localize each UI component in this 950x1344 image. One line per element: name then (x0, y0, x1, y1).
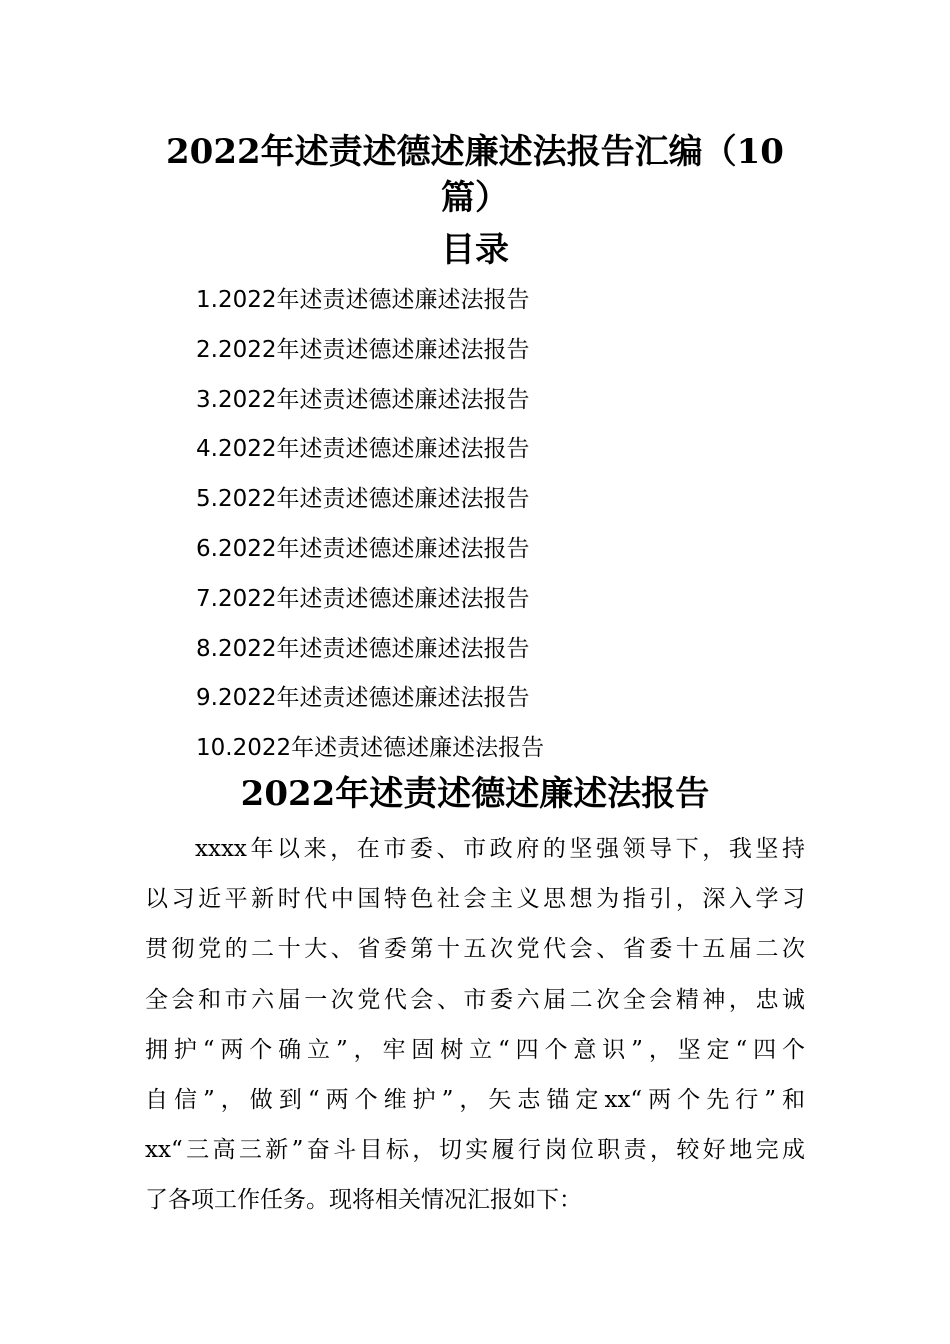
toc-item-8[interactable]: 8.2022年述责述德述廉述法报告 (196, 635, 530, 662)
toc-item-3[interactable]: 3.2022年述责述德述廉述法报告 (196, 386, 530, 413)
document-title-line-1: 2022年述责述德述廉述法报告汇编（10 (166, 132, 784, 172)
paragraph-line: 贯彻党的二十大、省委第十五次党代会、省委十五届二次 (145, 936, 805, 963)
toc-item-9[interactable]: 9.2022年述责述德述廉述法报告 (196, 685, 530, 712)
paragraph-line: xxxx年以来，在市委、市政府的坚强领导下，我坚持 (195, 836, 805, 862)
toc-item-4[interactable]: 4.2022年述责述德述廉述法报告 (196, 436, 530, 463)
paragraph-line: 以习近平新时代中国特色社会主义思想为指引，深入学习 (145, 886, 805, 913)
paragraph-line: 了各项工作任务。现将相关情况汇报如下： (145, 1187, 582, 1214)
paragraph-line: 拥护“两个确立”，牢固树立“四个意识”，坚定“四个 (145, 1036, 805, 1063)
toc-heading: 目录 (441, 230, 509, 270)
section-title: 2022年述责述德述廉述法报告 (240, 774, 710, 814)
toc-item-5[interactable]: 5.2022年述责述德述廉述法报告 (196, 486, 530, 513)
toc-item-2[interactable]: 2.2022年述责述德述廉述法报告 (196, 336, 530, 363)
toc-item-10[interactable]: 10.2022年述责述德述廉述法报告 (196, 735, 545, 762)
toc-item-7[interactable]: 7.2022年述责述德述廉述法报告 (196, 585, 530, 612)
toc-item-6[interactable]: 6.2022年述责述德述廉述法报告 (196, 535, 530, 562)
document-title-line-2: 篇） (441, 178, 509, 218)
table-of-contents (196, 280, 544, 778)
paragraph-line: xx“三高三新”奋斗目标，切实履行岗位职责，较好地完成 (145, 1137, 805, 1164)
toc-item-1[interactable]: 1.2022年述责述德述廉述法报告 (196, 287, 530, 313)
paragraph-line: 全会和市六届一次党代会、市委六届二次全会精神，忠诚 (145, 986, 805, 1013)
paragraph-line: 自信”，做到“两个维护”，矢志锚定xx“两个先行”和 (145, 1086, 805, 1113)
body-paragraph (145, 824, 805, 1226)
